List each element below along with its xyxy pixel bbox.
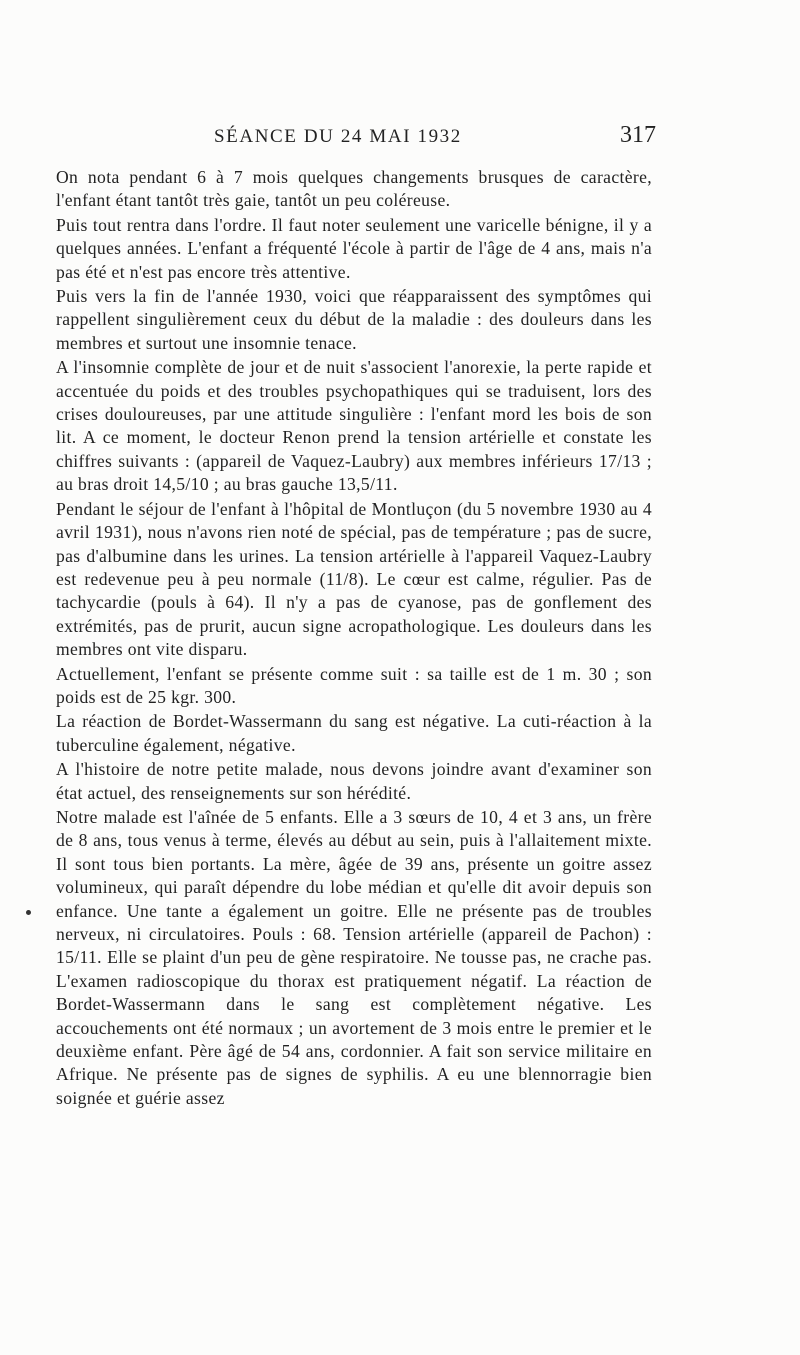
page-number: 317 <box>620 122 656 148</box>
paragraph: Puis vers la fin de l'année 1930, voici que réapparaissent des symptômes qui rappellent singulièrement ceux du début de la maladie : des douleurs dans les membres et surtout une insomnie tenace. <box>56 286 652 353</box>
paragraph: Actuellement, l'enfant se présente comme suit : sa taille est de 1 m. 30 ; son poids est de 25 kgr. 300. <box>56 663 652 707</box>
paragraph: On nota pendant 6 à 7 mois quelques changements brusques de caractère, l'enfant étant tantôt très gaie, tantôt un peu coléreuse. <box>56 167 652 211</box>
paragraph: A l'histoire de notre petite malade, nous devons joindre avant d'examiner son état actuel, des renseignements sur son hérédité. <box>56 759 652 803</box>
paragraph: La réaction de Bordet-Wassermann du sang est négative. La cuti-réaction à la tuberculine également, négative. <box>56 711 652 755</box>
running-head-title: SÉANCE DU 24 MAI 1932 <box>214 126 462 147</box>
paragraph: Notre malade est l'aînée de 5 enfants. Elle a 3 sœurs de 10, 4 et 3 ans, un frère de 8 ans, tous venus à terme, élevés au début au sein, puis à l'allaitement mixte. Il sont tous bien portants. La mère, âgée de 39 ans, présente un goitre assez volumineux, qui paraît dépendre du lobe médian et qu'elle dit avoir depuis son enfance. Une tante a également un goitre. Elle ne présente pas de troubles nerveux, ni circulatoires. Pouls : 68. Tension artérielle (appareil de Pachon) : 15/11. Elle se plaint d'un peu de gène respiratoire. Ne tousse pas, ne crache pas. L'examen radioscopique du thorax est pratiquement négatif. La réaction de Bordet-Wassermann dans le sang est complètement négative. Les accouchements ont été normaux ; un avortement de 3 mois entre le premier et le deuxième enfant. Père âgé de 54 ans, cordonnier. A fait son service militaire en Afrique. Ne présente pas de signes de syphilis. A eu une blennorragie bien soignée et guérie assez <box>56 806 652 1108</box>
paragraph: Puis tout rentra dans l'ordre. Il faut noter seulement une varicelle bénigne, il y a quelques années. L'enfant a fréquenté l'école à partir de l'âge de 4 ans, mais n'a pas été et n'est pas encore très attentive. <box>56 214 652 282</box>
running-head <box>56 120 656 150</box>
margin-mark <box>26 910 31 915</box>
body-text <box>56 166 652 1111</box>
paragraph: A l'insomnie complète de jour et de nuit s'associent l'anorexie, la perte rapide et accentuée du poids et des troubles psychopathiques qui se traduisent, lors des crises douloureuses, par une attitude singulière : l'enfant mord les bois de son lit. A ce moment, le docteur Renon prend la tension artérielle et constate les chiffres suivants : (appareil de Vaquez-Laubry) aux membres inférieurs 17/13 ; au bras droit 14,5/10 ; au bras gauche 13,5/11. <box>56 357 652 495</box>
paragraph: Pendant le séjour de l'enfant à l'hôpital de Montluçon (du 5 novembre 1930 au 4 avril 1931), nous n'avons rien noté de spécial, pas de température ; pas de sucre, pas d'albumine dans les urines. La tension artérielle à l'appareil Vaquez-Laubry est redevenue peu à peu normale (11/8). Le cœur est calme, régulier. Pas de tachycardie (pouls à 64). Il n'y a pas de cyanose, pas de gonflement des extrémités, pas de prurit, aucun signe acropathologique. Les douleurs dans les membres ont vite disparu. <box>56 498 652 660</box>
